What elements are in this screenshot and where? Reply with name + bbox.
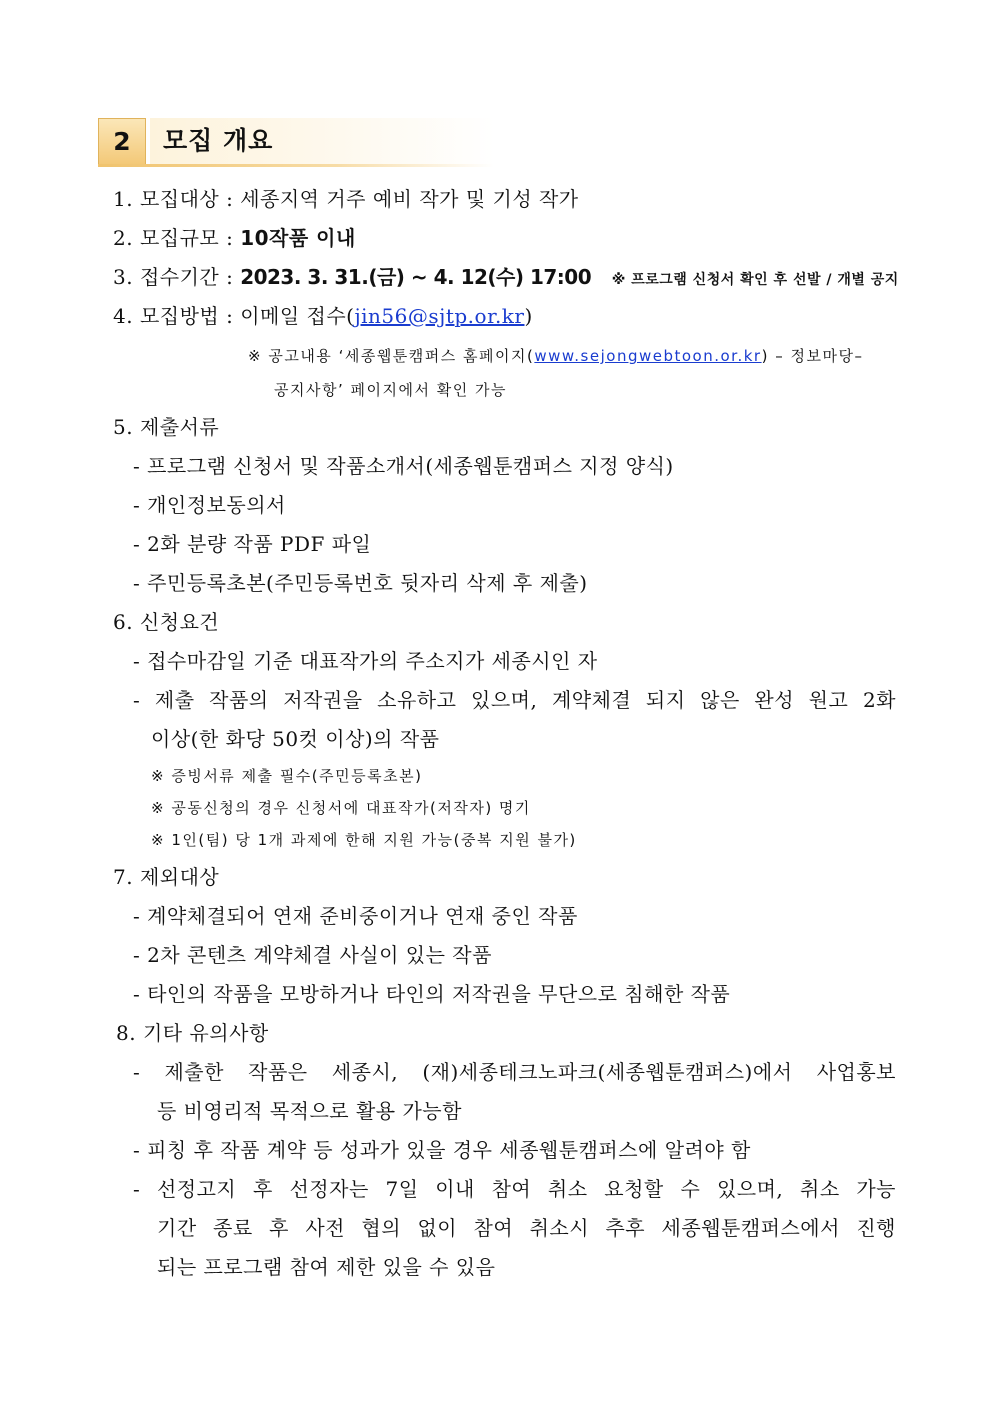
misc-item-cont: 기간 종료 후 사전 협의 없이 참여 취소시 추후 세종웹툰캠퍼스에서 진행 — [157, 1216, 896, 1240]
item-period — [113, 261, 899, 290]
section-number: 2 — [98, 118, 146, 166]
misc-item: - 피칭 후 작품 계약 등 성과가 있을 경우 세종웹툰캠퍼스에 알려야 함 — [133, 1138, 751, 1162]
documents-item: - 프로그램 신청서 및 작품소개서(세종웹툰캠퍼스 지정 양식) — [133, 454, 674, 478]
item-scale-value: 10작품 이내 — [240, 226, 356, 250]
misc-item-cont: 되는 프로그램 참여 제한 있을 수 있음 — [157, 1255, 496, 1279]
item-target-value: 세종지역 거주 예비 작가 및 기성 작가 — [240, 187, 579, 211]
item-period-label: 3. 접수기간 : — [113, 265, 241, 289]
misc-item: - 선정고지 후 선정자는 7일 이내 참여 취소 요청할 수 있으며, 취소 가능 — [133, 1177, 896, 1201]
item-period-note: ※ 프로그램 신청서 확인 후 선발 / 개별 공지 — [611, 272, 899, 288]
notice-line-2: 공지사항’ 페이지에서 확인 가능 — [274, 381, 507, 399]
requirement-item: - 접수마감일 기준 대표작가의 주소지가 세종시인 자 — [133, 649, 598, 673]
requirements-heading: 6. 신청요건 — [113, 610, 220, 634]
section-header — [98, 118, 498, 166]
section-underline — [98, 164, 494, 167]
homepage-link[interactable]: www.sejongwebtoon.or.kr — [534, 347, 762, 365]
documents-item: - 2화 분량 작품 PDF 파일 — [133, 532, 372, 556]
exclusion-item: - 계약체결되어 연재 준비중이거나 연재 중인 작품 — [133, 904, 578, 928]
misc-item-cont: 등 비영리적 목적으로 활용 가능함 — [157, 1099, 462, 1123]
item-scale — [113, 222, 356, 251]
item-method-label: 4. 모집방법 : — [113, 304, 241, 328]
section-title: 모집 개요 — [163, 126, 274, 155]
requirement-note: ※ 공동신청의 경우 신청서에 대표작가(저작자) 명기 — [151, 799, 531, 817]
notice-post: ) – 정보마당– — [761, 347, 864, 365]
requirement-note: ※ 1인(팀) 당 1개 과제에 한해 지원 가능(중복 지원 불가) — [151, 831, 577, 849]
item-method-post: ) — [524, 304, 533, 328]
documents-item: - 주민등록초본(주민등록번호 뒷자리 삭제 후 제출) — [133, 571, 588, 595]
item-method — [113, 300, 533, 329]
notice-pre: ※ 공고내용 ‘세종웹툰캠퍼스 홈페이지( — [248, 347, 535, 365]
documents-heading: 5. 제출서류 — [113, 415, 220, 439]
item-target-label: 1. 모집대상 : — [113, 187, 241, 211]
exclusion-item: - 타인의 작품을 모방하거나 타인의 저작권을 무단으로 침해한 작품 — [133, 982, 731, 1006]
exclusion-item: - 2차 콘텐츠 계약체결 사실이 있는 작품 — [133, 943, 492, 967]
item-method-pre: 이메일 접수( — [240, 304, 355, 328]
misc-item: - 제출한 작품은 세종시, (재)세종테크노파크(세종웹툰캠퍼스)에서 사업홍보 — [133, 1060, 896, 1084]
notice-line-1 — [248, 345, 863, 366]
item-period-value: 2023. 3. 31.(금) ~ 4. 12(수) 17:00 — [240, 265, 592, 289]
email-link[interactable]: jin56@sjtp.or.kr — [354, 304, 525, 328]
item-target — [113, 183, 579, 212]
misc-heading: 8. 기타 유의사항 — [116, 1021, 269, 1045]
requirement-note: ※ 증빙서류 제출 필수(주민등록초본) — [151, 767, 423, 785]
documents-item: - 개인정보동의서 — [133, 493, 286, 517]
item-scale-label: 2. 모집규모 : — [113, 226, 241, 250]
exclusions-heading: 7. 제외대상 — [113, 865, 220, 889]
requirement-item-cont: 이상(한 화당 50컷 이상)의 작품 — [151, 727, 440, 751]
requirement-item: - 제출 작품의 저작권을 소유하고 있으며, 계약체결 되지 않은 완성 원고 2화 — [133, 688, 896, 712]
